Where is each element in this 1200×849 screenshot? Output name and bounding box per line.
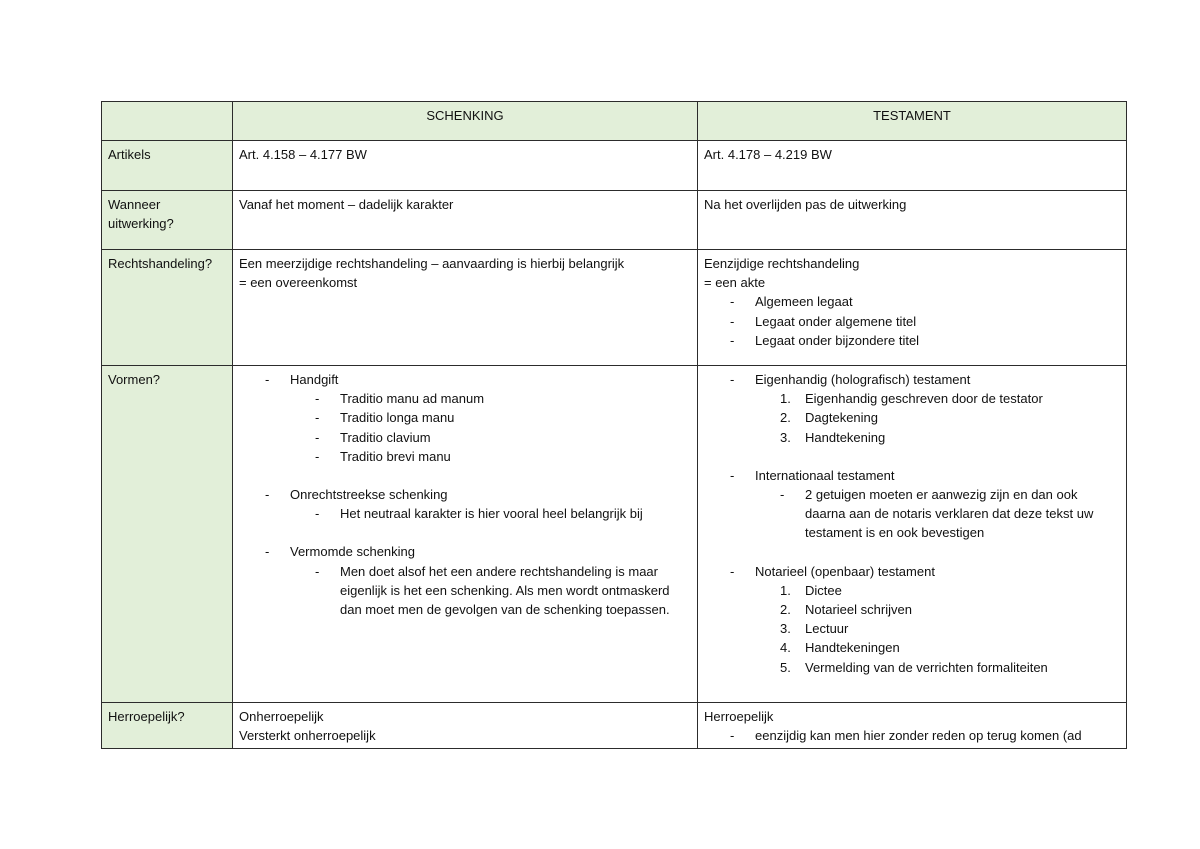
handgift-title: Handgift	[290, 372, 339, 387]
item-text: Handtekening	[805, 429, 886, 445]
text-line: Eenzijdige rechtshandeling	[704, 256, 860, 271]
header-corner-cell	[102, 102, 233, 141]
list-item	[265, 485, 691, 542]
rechtshandeling-testament	[698, 250, 1127, 366]
item-number: 2.	[780, 410, 791, 426]
list-item: - Legaat onder algemene titel	[730, 312, 1120, 331]
row-artikels	[102, 141, 1127, 191]
list-item	[780, 581, 1120, 600]
row-label-vormen: Vormen?	[102, 366, 233, 703]
list-item	[780, 658, 1120, 677]
artikels-testament: Art. 4.178 – 4.219 BW	[698, 141, 1127, 191]
item-number: 4.	[780, 640, 791, 656]
row-wanneer-uitwerking	[102, 191, 1127, 250]
list-item: - Het neutraal karakter is hier vooral heel belangrijk bij	[315, 504, 691, 523]
text-line: = een akte	[704, 275, 766, 291]
item-text: Dagtekening	[805, 410, 878, 426]
item-text: Dictee	[805, 582, 842, 598]
item-text: Eigenhandig geschreven door de testator	[805, 391, 1043, 407]
item-text: Vermelding van de verrichten formaliteiten	[805, 659, 1048, 675]
legaat-list	[704, 292, 1120, 350]
herroepelijk-schenking	[233, 703, 698, 749]
item-number: 2.	[780, 602, 791, 618]
item-text: Notarieel schrijven	[805, 602, 912, 618]
label-line: Wanneer	[108, 197, 161, 212]
row-label-artikels: Artikels	[102, 141, 233, 191]
handgift-sublist	[290, 389, 691, 466]
text-line: Herroepelijk	[704, 709, 774, 724]
rechtshandeling-schenking	[233, 250, 698, 366]
herroepelijk-list	[704, 726, 1120, 745]
list-item	[730, 370, 1120, 466]
list-item	[265, 542, 691, 619]
vormen-testament	[698, 366, 1127, 703]
list-item: - eenzijdig kan men hier zonder reden op terug komen (ad	[730, 726, 1120, 745]
vermomde-title: Vermomde schenking	[290, 544, 416, 560]
comparison-table	[101, 101, 1127, 749]
list-item: - Traditio manu ad manum	[315, 389, 691, 408]
vermomde-sublist	[290, 562, 691, 620]
list-item	[780, 619, 1120, 638]
eigenhandig-title: Eigenhandig (holografisch) testament	[755, 372, 971, 387]
schenking-vormen-list	[239, 370, 691, 619]
onrechtstreekse-title: Onrechtstreekse schenking	[290, 487, 448, 503]
row-rechtshandeling	[102, 250, 1127, 366]
notarieel-sublist	[755, 581, 1120, 677]
header-schenking: SCHENKING	[233, 102, 698, 141]
wanneer-testament: Na het overlijden pas de uitwerking	[698, 191, 1127, 250]
row-label-wanneer-uitwerking	[102, 191, 233, 250]
row-vormen	[102, 366, 1127, 703]
list-item: - Legaat onder bijzondere titel	[730, 331, 1120, 350]
list-item	[730, 466, 1120, 562]
internationaal-sublist	[755, 485, 1120, 543]
list-item	[780, 638, 1120, 657]
item-number: 5.	[780, 659, 791, 675]
artikels-schenking: Art. 4.158 – 4.177 BW	[233, 141, 698, 191]
text-line: Versterkt onherroepelijk	[239, 728, 376, 744]
onrechtstreekse-sublist	[290, 504, 691, 523]
text-line: Onherroepelijk	[239, 709, 324, 724]
list-item: - Traditio brevi manu	[315, 447, 691, 466]
list-item	[780, 408, 1120, 427]
row-label-rechtshandeling: Rechtshandeling?	[102, 250, 233, 366]
list-item: - Traditio clavium	[315, 428, 691, 447]
vormen-schenking	[233, 366, 698, 703]
item-number: 3.	[780, 429, 791, 445]
list-item: - Men doet alsof het een andere rechtshandeling is maar eigenlijk is het een schenking. Als men wordt ontmaskerd dan moet men de gevolgen van de schenking toepassen.	[315, 562, 691, 620]
row-herroepelijk	[102, 703, 1127, 749]
item-text: Handtekeningen	[805, 640, 900, 656]
list-item: - 2 getuigen moeten er aanwezig zijn en dan ook daarna aan de notaris verklaren dat deze tekst uw testament is en ook bevestigen	[780, 485, 1120, 543]
label-line: uitwerking?	[108, 216, 174, 232]
header-testament: TESTAMENT	[698, 102, 1127, 141]
item-number: 3.	[780, 621, 791, 637]
list-item	[730, 562, 1120, 677]
text-line: Een meerzijdige rechtshandeling – aanvaarding is hierbij belangrijk	[239, 256, 625, 271]
wanneer-schenking: Vanaf het moment – dadelijk karakter	[233, 191, 698, 250]
eigenhandig-sublist	[755, 389, 1120, 447]
testament-vormen-list	[704, 370, 1120, 677]
internationaal-title: Internationaal testament	[755, 467, 895, 483]
list-item: - Algemeen legaat	[730, 292, 1120, 311]
list-item	[780, 600, 1120, 619]
item-number: 1.	[780, 582, 791, 598]
notarieel-title: Notarieel (openbaar) testament	[755, 563, 935, 579]
list-item	[780, 428, 1120, 447]
list-item: - Traditio longa manu	[315, 408, 691, 427]
list-item	[780, 389, 1120, 408]
header-row	[102, 102, 1127, 141]
row-label-herroepelijk: Herroepelijk?	[102, 703, 233, 749]
herroepelijk-testament	[698, 703, 1127, 749]
item-text: Lectuur	[805, 621, 849, 637]
text-line: = een overeenkomst	[239, 275, 358, 291]
item-number: 1.	[780, 391, 791, 407]
list-item	[265, 370, 691, 485]
